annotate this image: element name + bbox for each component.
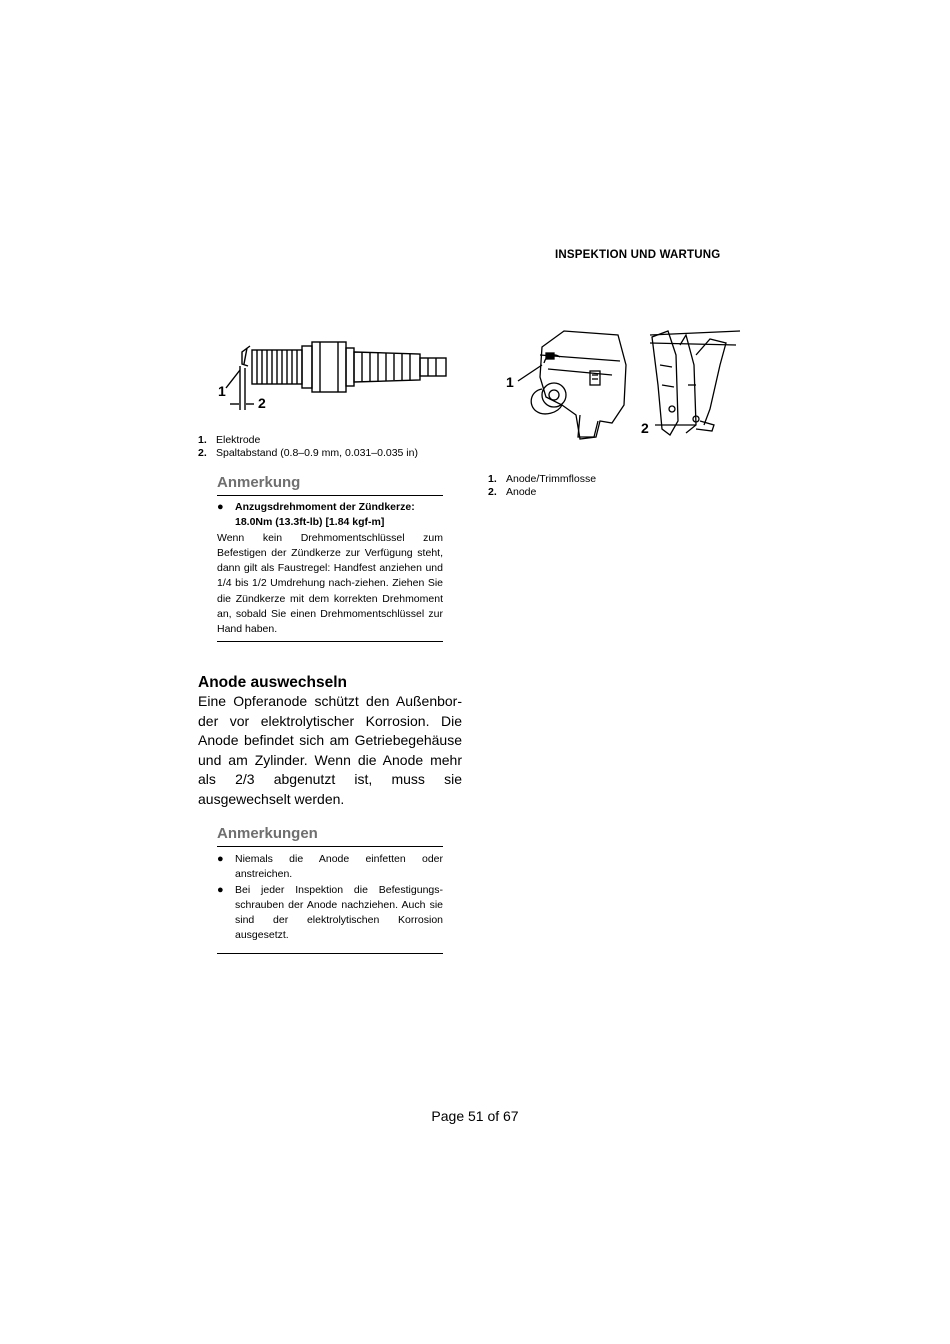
caption-item: 2. Anode xyxy=(488,486,537,498)
spark-plug-figure xyxy=(210,330,460,420)
spark-plug-illustration xyxy=(210,330,460,420)
spark-plug-caption xyxy=(198,434,418,460)
note-body xyxy=(217,500,443,638)
notes-title: Anmerkungen xyxy=(217,825,318,842)
page-number: Page 51 of 67 xyxy=(431,1108,519,1124)
bullet-icon: ● xyxy=(217,501,224,513)
section-body: Eine Opferanode schützt den Außenbor-der vor elektrolytischer Korrosion. Die Anode befindet sich am Getriebegehäuse und am Zylinder. Wenn die Anode mehr als 2/3 abgenutzt ist, muss sie ausgewechselt werden. xyxy=(198,693,462,807)
callout-1: 1 xyxy=(218,383,226,399)
note-title: Anmerkung xyxy=(217,474,301,491)
caption-item: 1. Anode/Trimmflosse xyxy=(488,473,597,485)
anode-caption xyxy=(488,473,596,499)
note-paragraph: Wenn kein Drehmomentschlüssel zum Befestigen der Zündkerze zur Verfügung steht, dann gilt als Faustregel: Handfest anziehen und 1/4 bis 1/2 Umdrehung nach-ziehen. Ziehen Sie die Zündkerze mit dem korrekten Drehmoment an, sobald Sie einen Drehmomentschlüssel zur Hand haben. xyxy=(217,531,443,636)
anode-figure xyxy=(500,325,750,445)
bullet-icon: ● xyxy=(217,853,224,865)
notes-bullet: ● Bei jeder Inspektion die Befestigungs-schrauben der Anode nachziehen. Auch sie sind der elektrolytischen Korrosion ausgesetzt. xyxy=(217,883,443,944)
anode-illustration xyxy=(500,325,750,445)
callout-2: 2 xyxy=(258,395,266,411)
notes-bullet: ● Niemals die Anode einfetten oder anstreichen. xyxy=(217,852,443,883)
notes-top-divider xyxy=(217,846,443,847)
callout-1: 1 xyxy=(506,374,514,390)
note-top-divider xyxy=(217,495,443,496)
bullet-icon: ● xyxy=(217,883,224,896)
torque-value: 18.0Nm (13.3ft-lb) [1.84 kgf-m] xyxy=(235,516,385,529)
section-heading: Anode auswechseln xyxy=(198,674,348,691)
caption-item: 2. Spaltabstand (0.8–0.9 mm, 0.031–0.035 in) xyxy=(198,447,418,459)
callout-2: 2 xyxy=(641,420,649,436)
note-bottom-divider xyxy=(217,641,443,642)
torque-bullet xyxy=(217,500,443,531)
notes-body xyxy=(217,852,443,944)
caption-item: 1. Elektrode xyxy=(198,434,261,446)
running-header: INSPEKTION UND WARTUNG xyxy=(555,249,721,261)
torque-label: Anzugsdrehmoment der Zündkerze: xyxy=(235,501,415,513)
notes-bottom-divider xyxy=(217,953,443,954)
